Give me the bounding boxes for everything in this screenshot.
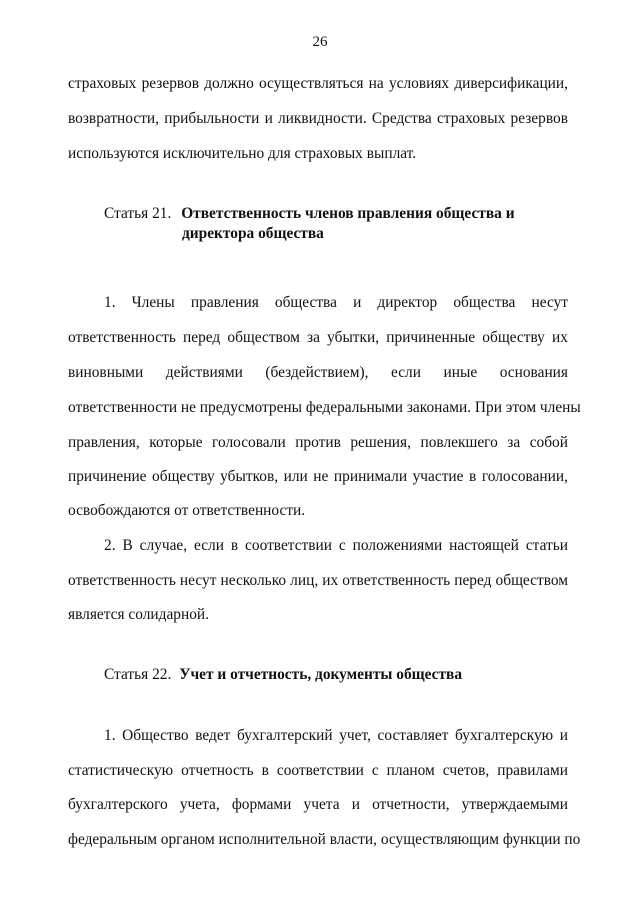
paragraph-line: правления, которые голосовали против решения, повлекшего за собой xyxy=(68,434,568,451)
article-22-title: Учет и отчетность, документы общества xyxy=(179,666,463,683)
article-21-prefix: Статья 21. xyxy=(104,205,172,222)
paragraph-line: является солидарной. xyxy=(68,606,210,623)
article-22-prefix: Статья 22. xyxy=(104,666,172,683)
paragraph-line: возвратности, прибыльности и ликвидности. Средства страховых резервов xyxy=(68,110,568,127)
paragraph-line: страховых резервов должно осуществляться на условиях диверсификации, xyxy=(68,75,568,92)
paragraph-line: ответственность несут несколько лиц, их ответственность перед обществом xyxy=(68,572,568,589)
article-21-title-line1: Ответственность членов правления общества и xyxy=(181,205,515,222)
paragraph-line: статистическую отчетность в соответствии с планом счетов, правилами xyxy=(68,762,568,779)
paragraph-line: бухгалтерского учета, формами учета и отчетности, утверждаемыми xyxy=(68,796,568,813)
paragraph-line: 1. Члены правления общества и директор общества несут xyxy=(104,294,568,311)
article-21-title-line2: директора общества xyxy=(182,225,324,242)
page-number: 26 xyxy=(312,34,328,50)
paragraph-line: федеральным органом исполнительной власти, осуществляющим функции по xyxy=(68,831,581,848)
article-21-title-line2-wrap xyxy=(182,224,324,244)
paragraph-line: освобождаются от ответственности. xyxy=(68,502,306,519)
paragraph-line: 1. Общество ведет бухгалтерский учет, составляет бухгалтерскую и xyxy=(104,727,568,744)
paragraph-line: ответственность перед обществом за убытки, причиненные обществу их xyxy=(68,329,568,346)
paragraph-line: виновными действиями (бездействием), если иные основания xyxy=(68,364,568,381)
paragraph-line: 2. В случае, если в соответствии с положениями настоящей статьи xyxy=(104,537,568,554)
article-21-heading xyxy=(104,204,515,224)
article-22-heading xyxy=(104,665,462,685)
paragraph-line: ответственности не предусмотрены федеральными законами. При этом члены xyxy=(68,399,581,416)
paragraph-line: причинение обществу убытков, или не принимали участие в голосовании, xyxy=(68,468,568,485)
paragraph-line: используются исключительно для страховых выплат. xyxy=(68,145,417,162)
